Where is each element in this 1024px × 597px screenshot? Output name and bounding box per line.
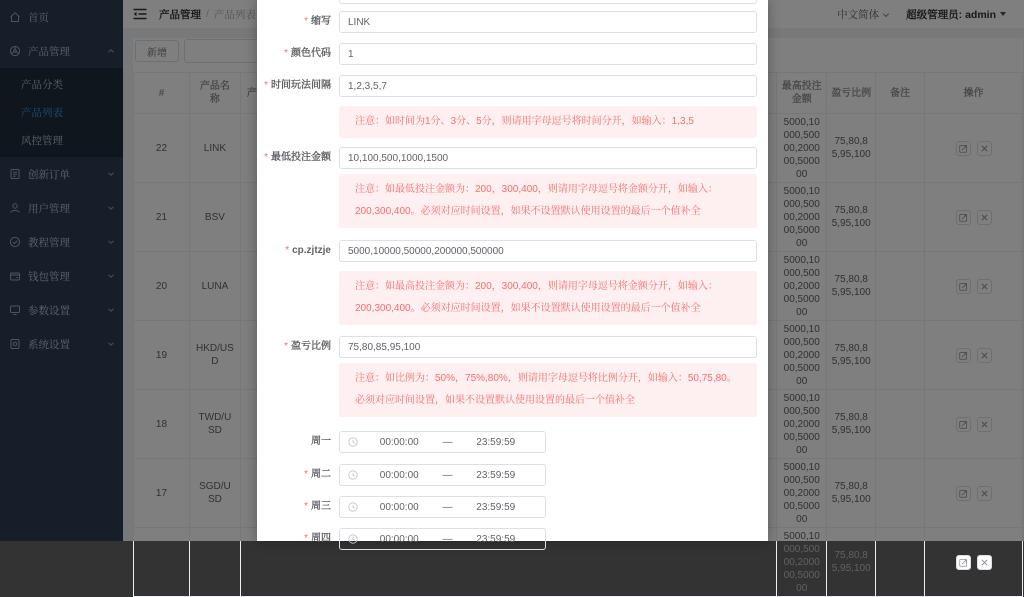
edit-product-modal bbox=[257, 0, 768, 545]
note-profit-ratio: 注意：如比例为：50%，75%,80%，则请用字母逗号将比例分开，如输入：50,75,80。必须对应时间设置，如果不设置默认使用设置的最后一个值补全 bbox=[339, 363, 757, 417]
note-time-interval: 注意：如时间为1分、3分、5分，则请用字母逗号将时间分开，如输入：1,3,5 bbox=[339, 106, 757, 138]
form-row-thursday bbox=[257, 528, 546, 550]
min-bet-label: * 最低投注金额 bbox=[257, 152, 331, 164]
cp-zjtzje-input[interactable]: 5000,10000,50000,200000,500000 bbox=[339, 240, 757, 262]
time-separator: — bbox=[442, 469, 453, 481]
cell-profit-ratio: 75,80,85,95,100 bbox=[827, 528, 876, 597]
clock-icon bbox=[348, 437, 358, 447]
end-time: 23:59:59 bbox=[476, 501, 516, 513]
abbr-label: * 缩写 bbox=[257, 16, 331, 28]
wednesday-label: * 周三 bbox=[257, 501, 331, 513]
form-row-time-interval bbox=[257, 75, 757, 97]
form-row-tuesday bbox=[257, 464, 546, 486]
cp-zjtzje-label: * cp.zjtzje bbox=[257, 245, 331, 257]
note-max-bet: 注意：如最高投注金额为：200，300,400，则请用字母逗号将金额分开，如输入：200,300,400。必须对应时间设置，如果不设置默认使用设置的最后一个值补全 bbox=[339, 271, 757, 325]
cell-max-bet: 000,50000,200000,500000 bbox=[777, 528, 827, 597]
end-time: 23:59:59 bbox=[476, 533, 516, 545]
clock-icon bbox=[348, 534, 358, 544]
time-interval-input[interactable]: 1,2,3,5,7 bbox=[339, 75, 757, 97]
wednesday-time-range-picker[interactable] bbox=[339, 496, 546, 518]
color-code-input[interactable]: 1 bbox=[339, 43, 757, 65]
start-time: 00:00:00 bbox=[379, 533, 419, 545]
monday-label: 周一 bbox=[311, 436, 331, 447]
start-time: 00:00:00 bbox=[379, 436, 419, 448]
tuesday-time-range-picker[interactable] bbox=[339, 464, 546, 486]
form-row-wednesday bbox=[257, 496, 546, 518]
thursday-label: * 周四 bbox=[257, 533, 331, 545]
color-code-label: * 颜色代码 bbox=[257, 48, 331, 60]
start-time: 00:00:00 bbox=[379, 501, 419, 513]
edit-button[interactable] bbox=[956, 555, 971, 570]
start-time: 00:00:00 bbox=[379, 469, 419, 481]
profit-ratio-label: * 盈亏比例 bbox=[257, 341, 331, 353]
form-row-monday bbox=[257, 431, 546, 453]
time-interval-label: * 时间玩法间隔 bbox=[257, 80, 331, 92]
monday-time-range-picker[interactable] bbox=[339, 431, 546, 453]
tuesday-label: * 周二 bbox=[257, 469, 331, 481]
form-row-cp-zjtzje bbox=[257, 240, 757, 262]
profit-ratio-input[interactable]: 75,80,85,95,100 bbox=[339, 336, 757, 358]
form-row-profit-ratio bbox=[257, 336, 757, 358]
time-separator: — bbox=[442, 436, 453, 448]
time-separator: — bbox=[442, 501, 453, 513]
end-time: 23:59:59 bbox=[476, 436, 516, 448]
time-separator: — bbox=[442, 533, 453, 545]
form-row-abbr bbox=[257, 11, 757, 33]
end-time: 23:59:59 bbox=[476, 469, 516, 481]
form-row-color-code bbox=[257, 43, 757, 65]
note-min-bet: 注意：如最低投注金额为：200，300,400，则请用字母逗号将金额分开，如输入：200,300,400。必须对应时间设置，如果不设置默认使用设置的最后一个值补全 bbox=[339, 174, 757, 228]
delete-button[interactable] bbox=[977, 555, 992, 570]
clipped-top-input[interactable] bbox=[339, 0, 757, 4]
abbr-input[interactable]: LINK bbox=[339, 11, 757, 33]
min-bet-input[interactable]: 10,100,500,1000,1500 bbox=[339, 147, 757, 169]
clock-icon bbox=[348, 470, 358, 480]
thursday-time-range-picker[interactable] bbox=[339, 528, 546, 550]
clock-icon bbox=[348, 502, 358, 512]
form-row-min-bet bbox=[257, 147, 757, 169]
